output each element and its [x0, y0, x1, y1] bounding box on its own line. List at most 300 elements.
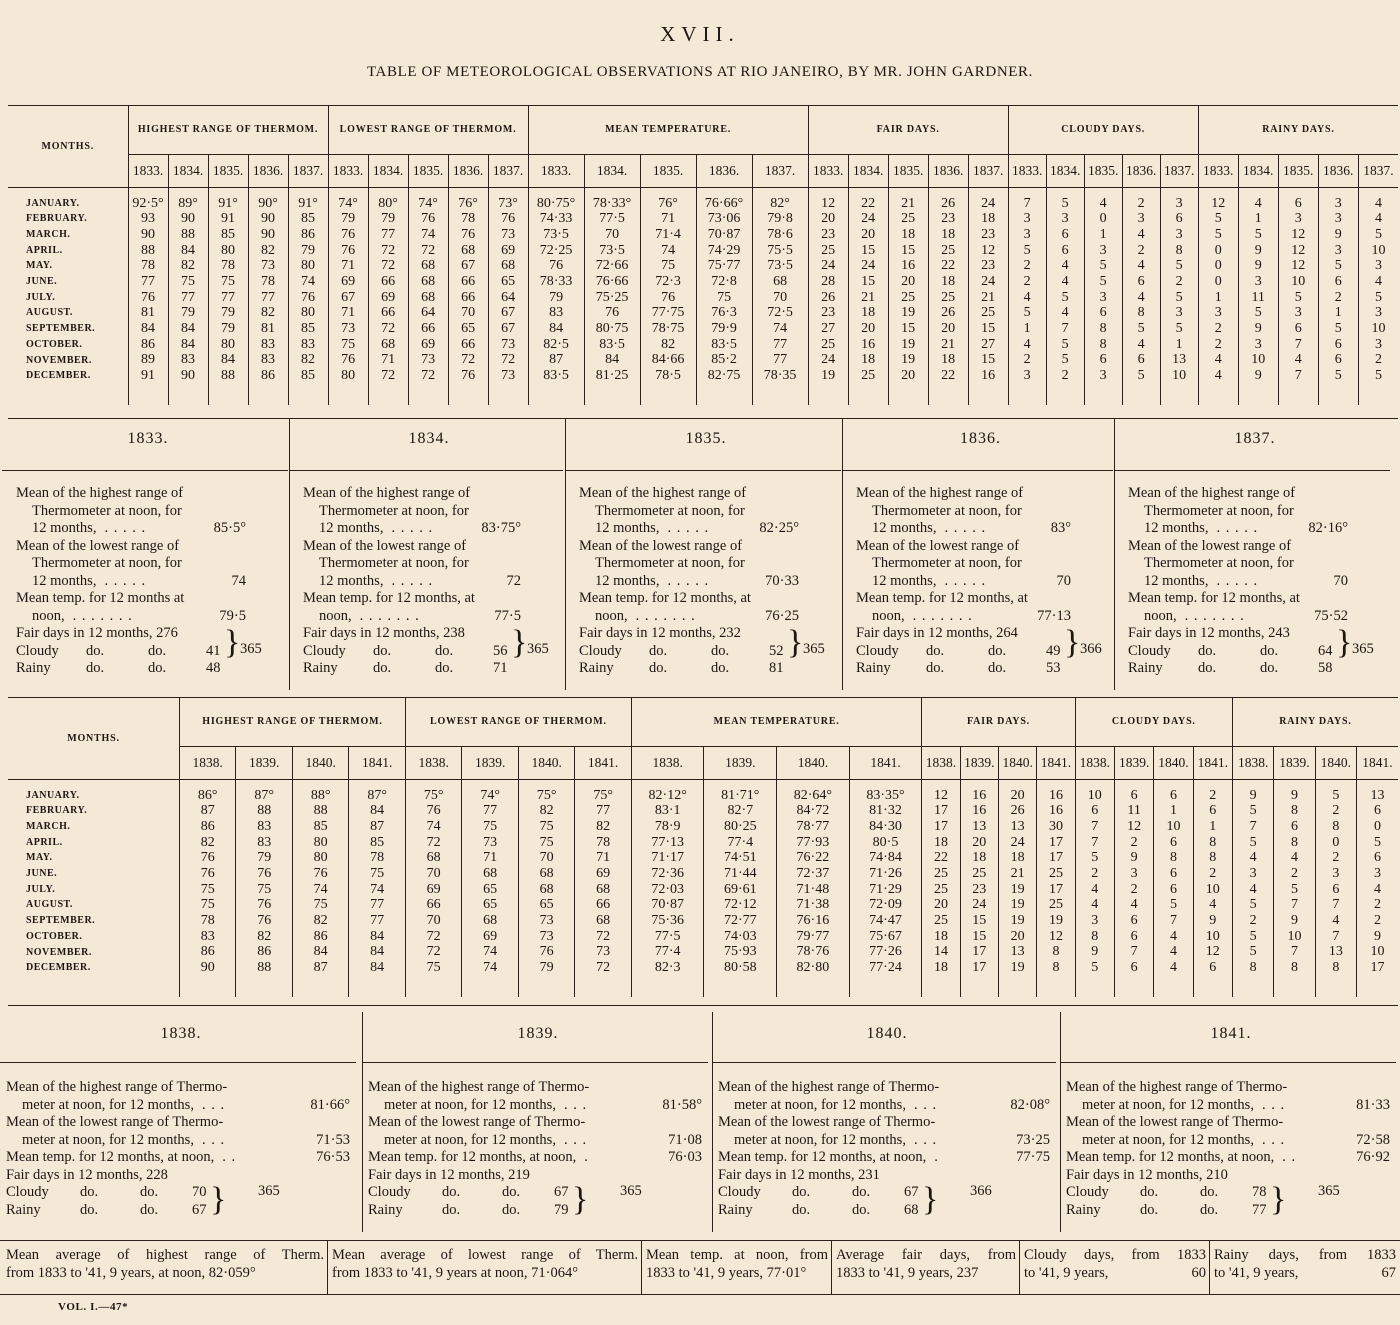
- month-label: APRIL.: [26, 244, 63, 256]
- value-column: [640, 187, 696, 405]
- table-cell: 20: [901, 273, 916, 289]
- table-cell: 24: [861, 211, 876, 227]
- table-cell: 2: [1130, 881, 1138, 897]
- summary-value: 82·25°: [759, 520, 799, 536]
- cloudy-value: 67: [554, 1184, 569, 1200]
- summary-text: Thermometer at noon, for: [872, 502, 1022, 519]
- year-header: 1833.: [528, 154, 584, 187]
- table-cell: 3: [1373, 865, 1381, 881]
- year-header: 1837.: [968, 154, 1008, 187]
- table-cell: 65: [461, 321, 476, 336]
- year-header: 1839.: [704, 746, 777, 779]
- table-cell: 80: [313, 834, 328, 850]
- footer-divider: [1209, 1241, 1210, 1294]
- table-cell: 75: [313, 897, 328, 913]
- summary-text: 12 months,: [595, 572, 660, 589]
- table-cell: 8: [1332, 818, 1340, 834]
- summary-line: [579, 590, 835, 608]
- summary-value: 77·5: [494, 607, 521, 624]
- table-cell: 6: [1334, 352, 1342, 368]
- table-cell: 76: [257, 913, 272, 928]
- summary-text: Thermometer at noon, for: [319, 502, 469, 519]
- table-cell: 72: [596, 928, 611, 944]
- year-header: 1834.: [1238, 154, 1278, 187]
- table-cell: 82·7: [727, 803, 754, 819]
- rainy-line: [1066, 1202, 1396, 1220]
- table-cell: 82·3: [654, 960, 681, 976]
- fair-days-text: Fair days in 12 months, 243: [1128, 625, 1290, 641]
- table-cell: 75: [200, 881, 215, 897]
- summary-text: Mean of the lowest range of: [303, 537, 467, 554]
- month-label: APRIL.: [26, 836, 63, 848]
- table-cell: 25: [933, 865, 948, 881]
- rule: [0, 1240, 1400, 1241]
- year-header: 1836.: [1318, 154, 1358, 187]
- table-cell: 25: [941, 242, 956, 258]
- table-cell: 76: [605, 305, 620, 321]
- table-cell: 80: [341, 368, 356, 384]
- year-header: 1835.: [1278, 154, 1318, 187]
- footer-line: Cloudy days, from 1833: [1024, 1247, 1206, 1263]
- summary-value: 71·08: [668, 1131, 702, 1148]
- table-cell: 3: [1332, 865, 1340, 881]
- table-cell: 25: [941, 289, 956, 305]
- table-cell: 78·75: [651, 321, 685, 336]
- table-cell: 67: [501, 305, 516, 321]
- table-cell: 77: [261, 289, 275, 305]
- table-cell: 67: [461, 258, 476, 274]
- table-cell: 4: [1099, 195, 1107, 211]
- month-label: DECEMBER.: [26, 962, 91, 974]
- table-cell: 84: [370, 803, 385, 819]
- month-label: NOVEMBER.: [26, 354, 92, 366]
- table-cell: 71: [483, 850, 498, 866]
- summary-text: Thermometer at noon, for: [595, 502, 745, 519]
- table-cell: 11: [1127, 803, 1141, 819]
- month-label: SEPTEMBER.: [26, 323, 96, 335]
- year-header: 1835.: [888, 154, 928, 187]
- rule: [565, 470, 841, 471]
- table-cell: 91°: [298, 195, 318, 211]
- summary-line: [579, 573, 835, 591]
- value-column: [128, 187, 168, 405]
- value-column: [248, 187, 288, 405]
- table-cell: 73: [501, 336, 516, 352]
- summary-line: [1128, 520, 1384, 538]
- footer-line-2: [332, 1264, 638, 1282]
- table-cell: 25: [821, 242, 836, 258]
- table-cell: 2: [1373, 913, 1381, 928]
- year-header: 1836.: [928, 154, 968, 187]
- summary-year: 1837.: [1234, 430, 1276, 447]
- table-cell: 73: [483, 834, 498, 850]
- table-cell: 80: [301, 305, 316, 321]
- total-days: 365: [258, 1183, 280, 1199]
- table-cell: 17: [1048, 850, 1063, 866]
- table-cell: 78: [370, 850, 385, 866]
- table-cell: 25: [821, 336, 836, 352]
- rainy-value: 48: [206, 660, 221, 676]
- summary-text: meter at noon, for 12 months,: [1082, 1096, 1254, 1113]
- value-column: [1046, 187, 1084, 405]
- year-header: 1838.: [631, 746, 704, 779]
- summary-text: Mean of the highest range of Thermo-: [368, 1079, 590, 1095]
- table-cell: 19: [1010, 960, 1025, 976]
- summary-text: meter at noon, for 12 months,: [22, 1131, 194, 1148]
- table-cell: 83·5: [543, 368, 569, 384]
- table-cell: 68: [381, 336, 396, 352]
- leader-dots: . . . . .: [391, 520, 434, 536]
- table-cell: 3: [1294, 211, 1302, 227]
- rule: [712, 1062, 1056, 1063]
- value-column: [528, 187, 584, 405]
- table-cell: 4: [1137, 289, 1145, 305]
- value-column: [1084, 187, 1122, 405]
- summary-line: [1066, 1132, 1396, 1150]
- table-cell: 84: [549, 321, 564, 336]
- table-cell: 4: [1061, 273, 1069, 289]
- table-cell: 23: [821, 305, 836, 321]
- table-cell: 20: [941, 321, 956, 336]
- table-cell: 77·24: [869, 960, 902, 976]
- ditto: do.: [1140, 1184, 1159, 1200]
- summary-value: 70·33: [765, 572, 799, 589]
- summary-line: [1128, 573, 1384, 591]
- table-cell: 24: [981, 195, 996, 211]
- value-column: [179, 779, 235, 997]
- table-cell: 68: [501, 258, 516, 274]
- table-cell: 4: [1374, 211, 1382, 227]
- table-cell: 76: [549, 258, 564, 274]
- table-cell: 88: [257, 803, 272, 819]
- table-cell: 83: [181, 352, 195, 368]
- table-cell: 71·17: [651, 850, 684, 866]
- table-cell: 77·5: [599, 211, 625, 227]
- table-cell: 69: [596, 865, 611, 881]
- rainy-value: 67: [192, 1201, 207, 1218]
- table-cell: 0: [1099, 211, 1107, 227]
- rainy-value: 68: [904, 1201, 919, 1218]
- rule: [362, 1062, 708, 1063]
- table-cell: 80: [221, 336, 235, 352]
- summary-year: 1836.: [960, 430, 1001, 447]
- table-cell: 4: [1137, 226, 1145, 242]
- table-cell: 86: [200, 944, 215, 960]
- summary-text: 12 months,: [1144, 572, 1209, 589]
- table-cell: 6: [1137, 273, 1145, 289]
- summary-line: [303, 555, 557, 573]
- table-cell: 13: [1328, 944, 1343, 960]
- table-cell: 3: [1334, 242, 1342, 258]
- table-cell: 6: [1099, 352, 1107, 368]
- table-cell: 4: [1332, 913, 1340, 928]
- summary-text: meter at noon, for 12 months,: [22, 1096, 194, 1113]
- table-cell: 19: [1010, 897, 1025, 913]
- summary-line: [579, 608, 835, 626]
- summary-line: [1128, 538, 1384, 556]
- value-column: [236, 779, 292, 997]
- value-column: [368, 187, 408, 405]
- table-cell: 76: [661, 289, 676, 305]
- table-cell: 86: [141, 336, 155, 352]
- table-cell: 3: [1334, 211, 1342, 227]
- table-cell: 9: [1254, 368, 1262, 384]
- year-header: 1837.: [1160, 154, 1198, 187]
- ditto: do.: [373, 660, 392, 676]
- summary-divider: [289, 418, 290, 690]
- ditto: do.: [373, 642, 392, 659]
- leader-dots: .: [584, 1149, 589, 1165]
- table-cell: 5: [1290, 881, 1298, 897]
- summary-line: [16, 590, 282, 608]
- table-cell: 25: [972, 865, 987, 881]
- value-column: [328, 187, 368, 405]
- summary-divider: [1060, 1012, 1061, 1232]
- table-cell: 85: [301, 211, 316, 227]
- table-cell: 21: [941, 336, 956, 352]
- table-cell: 17: [1048, 881, 1063, 897]
- table-cell: 69·61: [723, 881, 757, 897]
- year-header: 1834.: [848, 154, 888, 187]
- table-cell: 24: [861, 258, 876, 274]
- table-cell: 81: [141, 305, 155, 321]
- table-cell: 74°: [338, 195, 358, 211]
- value-column: [968, 187, 1008, 405]
- value-column: [408, 187, 448, 405]
- table-cell: 17: [933, 818, 948, 834]
- summary-line: [579, 485, 835, 503]
- table-cell: 23: [821, 226, 836, 242]
- value-column: [168, 187, 208, 405]
- footer-line-2: [1024, 1264, 1206, 1282]
- table-cell: 65: [501, 273, 516, 289]
- total-days: 366: [1080, 641, 1102, 657]
- table-cell: 66: [461, 273, 476, 289]
- summary-line: [16, 538, 282, 556]
- year-header: 1834.: [168, 154, 208, 187]
- leader-dots: . . .: [563, 1096, 588, 1113]
- table-cell: 85: [313, 818, 328, 834]
- year-header: 1837.: [288, 154, 328, 187]
- table-cell: 0: [1373, 818, 1381, 834]
- summary-text: Thermometer at noon, for: [32, 502, 182, 519]
- cloudy-label: Cloudy: [718, 1184, 761, 1200]
- table-cell: 87: [370, 818, 385, 834]
- table-cell: 74·84: [869, 850, 902, 866]
- table-cell: 76·3: [711, 305, 737, 321]
- table-cell: 79: [221, 321, 235, 336]
- year-header: 1833.: [1198, 154, 1238, 187]
- fair-days-text: Fair days in 12 months, 264: [856, 625, 1018, 641]
- year-header: 1840.: [998, 746, 1036, 779]
- year-header: 1836.: [1122, 154, 1160, 187]
- table-cell: 18: [941, 352, 956, 368]
- table-cell: 82: [181, 258, 195, 274]
- table-cell: 71: [596, 850, 611, 866]
- rainy-line: [856, 660, 1107, 678]
- summary-value: 76·25: [765, 607, 799, 624]
- table-cell: 85: [301, 368, 316, 384]
- table-cell: 15: [861, 273, 876, 289]
- summary-value: 81·66°: [310, 1096, 350, 1113]
- value-column: [928, 187, 968, 405]
- table-cell: 66: [381, 273, 396, 289]
- table-cell: 12: [1291, 242, 1306, 258]
- summary-text: Mean temp. for 12 months, at: [579, 590, 751, 606]
- summary-text: Thermometer at noon, for: [872, 555, 1022, 571]
- summary-text: Mean temp. for 12 months, at noon,: [1066, 1149, 1275, 1165]
- cloudy-label: Cloudy: [1128, 642, 1171, 659]
- table-cell: 2: [1091, 865, 1099, 881]
- table-cell: 25: [1048, 897, 1063, 913]
- summary-block: [718, 1079, 1056, 1219]
- table-cell: 23: [941, 211, 956, 227]
- table-cell: 5: [1091, 960, 1099, 976]
- ditto: do.: [1198, 660, 1217, 676]
- brace-icon: }: [1336, 624, 1353, 661]
- table-cell: 3: [1099, 368, 1107, 384]
- table-cell: 76·66°: [704, 195, 744, 211]
- year-header: 1838.: [922, 746, 960, 779]
- table-cell: 90: [141, 226, 155, 242]
- table-cell: 80·75°: [536, 195, 576, 211]
- table-cell: 7: [1294, 336, 1302, 352]
- year-header: 1834.: [368, 154, 408, 187]
- summary-line: [718, 1079, 1056, 1097]
- table-cell: 4: [1294, 352, 1302, 368]
- table-cell: 4: [1374, 273, 1382, 289]
- cloudy-line: [718, 1184, 1056, 1202]
- table-cell: 20: [1010, 928, 1025, 944]
- table-cell: 10: [1172, 368, 1187, 384]
- table-cell: 83: [301, 336, 316, 352]
- brace-icon: }: [572, 1181, 589, 1218]
- table-cell: 64: [421, 305, 436, 321]
- table-cell: 70: [773, 289, 788, 305]
- table-cell: 72·12: [723, 897, 757, 913]
- year-header: 1841.: [849, 746, 922, 779]
- table-cell: 5: [1374, 368, 1382, 384]
- table-cell: 15: [981, 352, 996, 368]
- summary-text: Mean of the highest range of Thermo-: [718, 1079, 940, 1095]
- summary-text: Mean temp. for 12 months, at noon,: [718, 1149, 927, 1165]
- table-cell: 9: [1130, 850, 1138, 866]
- table-cell: 2: [1023, 352, 1031, 368]
- table-cell: 76·22: [796, 850, 830, 866]
- table-cell: 12: [1291, 226, 1306, 242]
- table-cell: 79: [381, 211, 396, 227]
- rainy-line: [303, 660, 557, 678]
- group-fair-days: FAIR DAYS.: [808, 106, 1008, 154]
- month-label: OCTOBER.: [26, 338, 83, 350]
- table-cell: 21: [901, 195, 916, 211]
- table-cell: 16: [1048, 787, 1063, 803]
- table-cell: 4: [1023, 289, 1031, 305]
- summary-text: 12 months,: [1144, 520, 1209, 536]
- table-cell: 72: [381, 321, 396, 336]
- table-cell: 76: [257, 897, 272, 913]
- table-cell: 81·32: [869, 803, 902, 819]
- leader-dots: . . . . .: [104, 520, 147, 536]
- table-cell: 12: [1127, 818, 1142, 834]
- cloudy-label: Cloudy: [1066, 1184, 1109, 1200]
- footer-box: [1024, 1246, 1206, 1282]
- summary-value: 85·5°: [213, 520, 246, 536]
- cloudy-value: 49: [1046, 642, 1061, 659]
- table-cell: 5: [1175, 321, 1183, 336]
- table-cell: 6: [1169, 881, 1177, 897]
- table-cell: 79·77: [796, 928, 830, 944]
- value-column: [1198, 187, 1238, 405]
- table-cell: 68: [421, 273, 436, 289]
- table-cell: 13: [1010, 944, 1025, 960]
- summary-line: [1128, 503, 1384, 521]
- table-cell: 24: [821, 352, 836, 368]
- table-cell: 90°: [258, 195, 278, 211]
- summary-text: Mean temp. for 12 months, at: [303, 590, 475, 606]
- table-cell: 3: [1137, 211, 1145, 227]
- table-cell: 74: [301, 273, 316, 289]
- table-cell: 10: [1205, 928, 1220, 944]
- table-cell: 72·36: [651, 865, 684, 881]
- table-cell: 82: [261, 305, 275, 321]
- table-cell: 68: [426, 850, 441, 866]
- table-cell: 6: [1169, 787, 1177, 803]
- summary-text: meter at noon, for 12 months,: [734, 1131, 906, 1148]
- table-cell: 82: [200, 834, 215, 850]
- value-column: [1075, 779, 1114, 997]
- table-cell: 76·66: [595, 273, 629, 289]
- year-header: 1835.: [640, 154, 696, 187]
- footer-text: 1833 to '41, 9 years, 77·01°: [646, 1265, 807, 1281]
- table-cell: 71: [341, 258, 356, 274]
- table-cell: 74·03: [723, 928, 757, 944]
- footer-text: from 1833 to '41, 9 years at noon, 71·064°: [332, 1265, 579, 1281]
- rainy-value: 58: [1318, 660, 1333, 676]
- table-cell: 75°: [593, 787, 613, 803]
- table-cell: 2: [1373, 897, 1381, 913]
- table-cell: 82: [261, 242, 275, 258]
- table-cell: 88°: [310, 787, 331, 803]
- group-highest-range: HIGHEST RANGE OF THERMOM.: [128, 106, 328, 154]
- rainy-value: 81: [769, 660, 784, 676]
- table-cell: 73·5: [599, 242, 625, 258]
- table-cell: 18: [933, 834, 948, 850]
- cloudy-value: 56: [493, 642, 508, 659]
- table-cell: 69: [341, 273, 356, 289]
- year-header: 1839.: [960, 746, 998, 779]
- summary-line: [368, 1079, 708, 1097]
- table-cell: 3: [1130, 865, 1138, 881]
- table-cell: 5: [1249, 834, 1257, 850]
- table-cell: 76: [421, 211, 436, 227]
- summary-text: Mean of the highest range of Thermo-: [6, 1079, 228, 1095]
- table-cell: 72·37: [796, 865, 830, 881]
- footer-text: to '41, 9 years,: [1214, 1265, 1299, 1281]
- year-header: 1841.: [575, 746, 631, 779]
- table-cell: 6: [1099, 305, 1107, 321]
- table-cell: 24: [1010, 834, 1025, 850]
- summary-value: 82·08°: [1010, 1096, 1050, 1113]
- table-cell: 75: [200, 897, 215, 913]
- table-cell: 2: [1374, 352, 1382, 368]
- table-cell: 78: [221, 258, 235, 274]
- table-cell: 70: [426, 913, 441, 928]
- table-cell: 8: [1099, 321, 1107, 336]
- table-cell: 3: [1175, 226, 1183, 242]
- summary-line: [1128, 555, 1384, 573]
- table-cell: 76: [313, 865, 328, 881]
